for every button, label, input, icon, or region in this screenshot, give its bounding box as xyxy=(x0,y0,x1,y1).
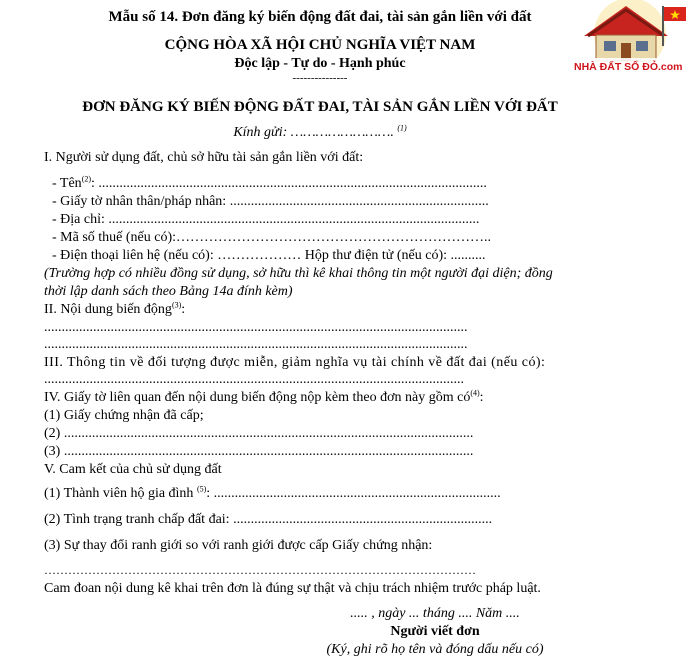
section1-note-line2: thời lập danh sách theo Bảng 14a đính kèm) xyxy=(44,284,293,299)
footnote-2: (2) xyxy=(81,174,92,184)
signature-note: (Ký, ghi rõ họ tên và đóng dấu nếu có) xyxy=(326,642,544,657)
section3-heading: III. Thông tin về đối tượng được miễn, giảm nghĩa vụ tài chính về đất đai (nếu có): xyxy=(44,355,546,370)
field-name xyxy=(52,176,487,192)
section5-item-1 xyxy=(44,486,501,502)
commitment-statement: Cam đoan nội dung kê khai trên đơn là đúng sự thật và chịu trách nhiệm trước pháp luật. xyxy=(44,581,541,596)
section2-heading xyxy=(44,302,185,318)
section5-item-3: (3) Sự thay đổi ranh giới so với ranh giới được cấp Giấy chứng nhận: xyxy=(44,538,433,553)
field-name-dots: : ............................................................................................................... xyxy=(91,176,487,191)
footnote-1: (1) xyxy=(397,123,407,133)
footnote-5: (5) xyxy=(196,484,207,494)
section4-colon: : xyxy=(479,390,484,405)
addressee: Kính gửi: ……………………. xyxy=(233,125,394,140)
section5-item-3-line: ……………………………………………………………………………………………… xyxy=(44,563,476,577)
field-id-document: - Giấy tờ nhân thân/pháp nhân: .......................................................................... xyxy=(52,194,489,209)
section2-line-1: ......................................................................................................................... xyxy=(44,320,468,335)
section2-colon: : xyxy=(181,302,186,317)
separator: --------------- xyxy=(292,72,348,84)
footnote-3: (3) xyxy=(171,300,182,310)
motto: Độc lập - Tự do - Hạnh phúc xyxy=(234,56,406,71)
section4-item-2: (2) ..................................................................................................................... xyxy=(44,426,474,441)
field-phone-email: - Điện thoại liên hệ (nếu có): ……………… Hộp thư điện tử (nếu có): .......... xyxy=(52,248,486,263)
document-title: ĐƠN ĐĂNG KÝ BIẾN ĐỘNG ĐẤT ĐAI, TÀI SẢN GẮN LIỀN VỚI ĐẤT xyxy=(82,99,558,115)
section1-heading: I. Người sử dụng đất, chủ sở hữu tài sản gắn liền với đất: xyxy=(44,150,364,165)
section5-item-2: (2) Tình trạng tranh chấp đất đai: .......................................................................... xyxy=(44,512,493,527)
section2-heading-text: II. Nội dung biến động xyxy=(44,302,172,317)
section3-line-1: ........................................................................................................................ xyxy=(44,372,464,387)
section5-item-1-dots: : .................................................................................. xyxy=(206,486,501,501)
signature-title: Người viết đơn xyxy=(390,624,480,639)
field-name-label: - Tên xyxy=(52,176,82,191)
section4-item-1: (1) Giấy chứng nhận đã cấp; xyxy=(44,408,204,423)
footnote-4: (4) xyxy=(470,388,480,398)
field-tax-code: - Mã số thuế (nếu có):………………………………………………………….. xyxy=(52,230,492,245)
brand-logo xyxy=(566,0,694,78)
brand-text: NHÀ ĐẤT SỔ ĐỎ.com xyxy=(574,61,683,73)
country-name: CỘNG HÒA XÃ HỘI CHỦ NGHĨA VIỆT NAM xyxy=(164,37,476,53)
section4-heading-text: IV. Giấy tờ liên quan đến nội dung biến động nộp kèm theo đơn này gồm có xyxy=(44,390,471,405)
signature-date: ..... , ngày ... tháng .... Năm .... xyxy=(350,606,520,621)
section4-heading xyxy=(44,390,484,406)
section2-line-2: ......................................................................................................................... xyxy=(44,337,468,352)
section5-item-1-label: (1) Thành viên hộ gia đình xyxy=(44,486,194,501)
form-number: Mẫu số 14. Đơn đăng ký biến động đất đai, tài sản gắn liền với đất xyxy=(108,9,532,25)
section1-note-line1: (Trường hợp có nhiều đồng sử dụng, sở hữu thì kê khai thông tin một người đại diện; đồng xyxy=(44,266,553,281)
field-address: - Địa chỉ: .......................................................................................................... xyxy=(52,212,480,227)
section4-item-3: (3) ..................................................................................................................... xyxy=(44,444,474,459)
section5-heading: V. Cam kết của chủ sử dụng đất xyxy=(44,462,222,477)
addressee-line xyxy=(0,125,640,141)
